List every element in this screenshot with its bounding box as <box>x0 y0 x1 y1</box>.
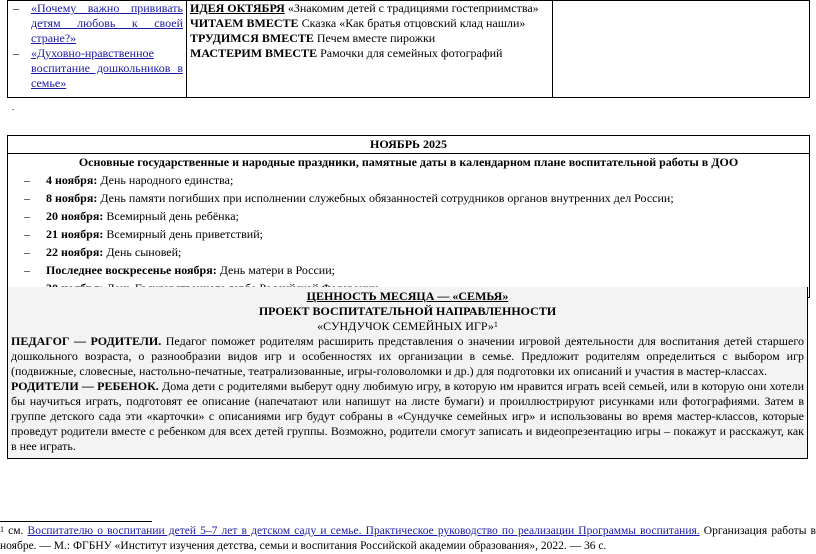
holiday-description: День народного единства; <box>100 173 234 187</box>
list-dash: – <box>24 245 30 259</box>
list-dash: – <box>13 1 19 15</box>
list-item <box>11 46 183 91</box>
master-line <box>190 46 549 61</box>
holiday-item <box>8 189 809 207</box>
work-line <box>190 31 549 46</box>
parents-child-paragraph <box>11 379 804 454</box>
footnote <box>0 524 816 554</box>
work-label: ТРУДИМСЯ ВМЕСТЕ <box>190 31 314 45</box>
holidays-heading: Основные государственные и народные праздники, памятные даты в календарном плане воспитательной работы в ДОО <box>78 155 739 169</box>
holiday-text <box>46 189 674 207</box>
holiday-description: День сыновей; <box>106 245 182 259</box>
list-dash: – <box>24 209 30 223</box>
holiday-description: День матери в России; <box>219 263 335 277</box>
read-text: Сказка «Как братья отцовский клад нашли» <box>301 16 526 30</box>
holiday-date: 20 ноября: <box>46 209 104 223</box>
holiday-item <box>8 225 809 243</box>
list-dash: – <box>24 227 30 241</box>
holiday-text <box>46 261 335 279</box>
project-name-line <box>11 319 804 334</box>
value-title: ЦЕННОСТЬ МЕСЯЦА — «СЕМЬЯ» <box>306 289 509 303</box>
holiday-text <box>46 171 233 189</box>
november-section <box>7 135 810 298</box>
footnote-source-link[interactable]: Воспитателю о воспитании детей 5–7 лет в детском саду и семье. Практическое руководство по реализации Программы воспитания. <box>27 525 700 537</box>
idea-text: «Знакомим детей с традициями гостеприимства» <box>287 1 539 15</box>
master-label: МАСТЕРИМ ВМЕСТЕ <box>190 46 318 60</box>
holiday-description: Всемирный день приветствий; <box>106 227 263 241</box>
holiday-text <box>46 243 181 261</box>
holiday-date: 4 ноября: <box>46 173 98 187</box>
footnote-reference[interactable]: 1 <box>493 320 498 329</box>
october-idea-cell <box>187 1 553 98</box>
read-line <box>190 16 549 31</box>
holiday-item <box>8 261 809 279</box>
holiday-item <box>8 243 809 261</box>
read-label: ЧИТАЕМ ВМЕСТЕ <box>190 16 299 30</box>
holiday-text <box>46 207 239 225</box>
parents-label: РОДИТЕЛИ — РЕБЕНОК. <box>11 379 159 393</box>
holiday-description: Всемирный день ребёнка; <box>106 209 239 223</box>
holiday-item <box>8 171 809 189</box>
list-item <box>11 1 183 46</box>
holiday-date: 22 ноября: <box>46 245 104 259</box>
value-of-month-section <box>7 287 808 459</box>
consultation-link-spiritual[interactable]: «Духовно-нравственное воспитание дошкольников в семье» <box>31 46 183 90</box>
list-dash: – <box>24 173 30 187</box>
footnote-separator <box>0 521 152 522</box>
teacher-text: Педагог поможет родителям расширить представления о значении игровой деятельности для воспитания детей старшего дошкольного возраста, о разнообразии видов игр и особенностях их организации в семье. Предложит родителям определиться с выбором игр (подвижные, словесные, настольно-печатные, театрализованные, игры-головоломки и др.) для подготовки их описаний и участия в мастер-классах. <box>11 334 804 378</box>
month-title: НОЯБРЬ 2025 <box>8 136 809 154</box>
footnote-prefix: см. <box>4 525 28 537</box>
top-plan-table <box>7 0 810 98</box>
teacher-parents-paragraph <box>11 334 804 379</box>
work-text: Печем вместе пирожки <box>316 31 436 45</box>
idea-line <box>190 1 549 16</box>
list-dash: – <box>13 46 19 60</box>
consultation-link-patriotism[interactable]: «Почему важно прививать детям любовь к своей стране?» <box>31 1 183 45</box>
holiday-description: День памяти погибших при исполнении служебных обязанностей сотрудников органов внутренних дел России; <box>100 191 674 205</box>
holiday-date: 8 ноября: <box>46 191 98 205</box>
holiday-date: 21 ноября: <box>46 227 104 241</box>
teacher-label: ПЕДАГОГ — РОДИТЕЛИ. <box>11 334 162 348</box>
project-name: «СУНДУЧОК СЕМЕЙНЫХ ИГР» <box>317 319 494 333</box>
consultations-cell <box>8 1 187 98</box>
list-dash: – <box>24 263 30 277</box>
holiday-date: Последнее воскресенье ноября: <box>46 263 217 277</box>
holiday-item <box>8 207 809 225</box>
master-text: Рамочки для семейных фотографий <box>320 46 503 60</box>
holiday-text <box>46 225 263 243</box>
parents-text: Дома дети с родителями выберут одну любимую игру, в которую им нравится играть всей семьей, или в которую они хотели бы научиться играть, подготовят ее описание (напечатают или напишут на листе бумаги) и проиллюстрируют рисунками или фотографиями. Затем в группе детского сада эти «карточки» с описаниями игр будут собраны в «Сундучке семейных игр» и использованы во время мастер-классов, которые проведут родители вместе с ребенком для всех детей группы. Возможно, родители смогут записать и видеопрезентацию игры – покажут и расскажут, как в нее играть. <box>11 379 805 453</box>
list-dash: – <box>24 191 30 205</box>
footnote-suffix: Организация работы в ноябре. — М.: ФГБНУ «Институт изучения детства, семьи и воспитания Российской академии образования», 2022. — 36 с. <box>0 525 816 552</box>
idea-label: ИДЕЯ ОКТЯБРЯ <box>190 1 285 15</box>
holidays-list <box>8 171 809 297</box>
footnote-mark: 1 <box>0 525 4 534</box>
project-heading: ПРОЕКТ ВОСПИТАТЕЛЬНОЙ НАПРАВЛЕННОСТИ <box>258 304 557 318</box>
stray-dot: . <box>12 102 15 112</box>
empty-cell <box>553 1 810 98</box>
